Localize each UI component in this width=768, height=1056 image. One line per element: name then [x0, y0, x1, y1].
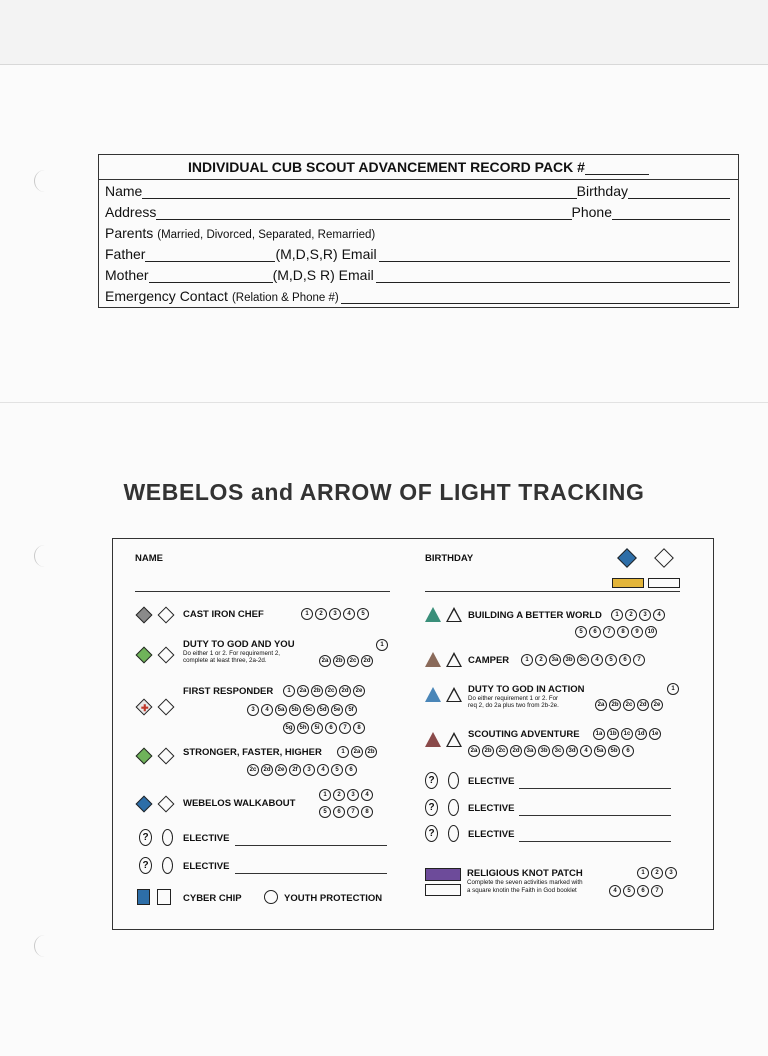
religious-knot-label: RELIGIOUS KNOT PATCH	[467, 868, 583, 879]
duty-to-god-note-1: Do either 1 or 2. For requirement 2,	[183, 650, 280, 657]
title-divider	[99, 179, 738, 180]
requirement-circle[interactable]: 2a	[297, 685, 309, 697]
mother-label: Mother	[105, 267, 149, 283]
requirement-circle[interactable]: 2d	[637, 699, 649, 711]
requirement-circle[interactable]: 2c	[347, 655, 359, 667]
elective-2-field[interactable]	[235, 873, 387, 874]
elective-2-checkbox[interactable]	[162, 857, 173, 874]
building-better-world-icon	[425, 607, 441, 622]
requirement-circle[interactable]: 2	[625, 609, 637, 621]
requirement-circle[interactable]: 2a	[595, 699, 607, 711]
name-row	[105, 183, 730, 199]
aol-badge-icon	[612, 578, 644, 588]
mother-email-field[interactable]	[376, 270, 730, 283]
requirement-circle[interactable]: 2d	[361, 655, 373, 667]
tracking-birthday-field[interactable]	[425, 591, 680, 592]
duty-to-god-icon	[136, 647, 153, 664]
requirement-circle[interactable]: 2e	[651, 699, 663, 711]
requirement-circle[interactable]: 1a	[593, 728, 605, 740]
requirement-circle[interactable]: 3b	[538, 745, 550, 757]
duty-in-action-req-1[interactable]: 1	[667, 683, 679, 695]
requirement-circle[interactable]: 2f	[289, 764, 301, 776]
requirement-circle[interactable]: 4	[361, 789, 373, 801]
first-responder-checkbox[interactable]	[158, 699, 175, 716]
requirement-circle[interactable]: 5g	[283, 722, 295, 734]
requirement-circle[interactable]: 2c	[325, 685, 337, 697]
requirement-circle[interactable]: 2b	[482, 745, 494, 757]
requirement-circle[interactable]: 3	[303, 764, 315, 776]
webelos-walkabout-checkbox[interactable]	[158, 796, 175, 813]
first-responder-reqs-row2	[247, 704, 359, 716]
elective-r1-label: ELECTIVE	[468, 776, 515, 787]
youth-protection-label: YOUTH PROTECTION	[284, 893, 383, 904]
elective-1-checkbox[interactable]	[162, 829, 173, 846]
requirement-circle[interactable]: 2c	[623, 699, 635, 711]
requirement-circle[interactable]: 2a	[468, 745, 480, 757]
birthday-label: Birthday	[576, 183, 628, 199]
emergency-row	[105, 288, 730, 304]
requirement-circle[interactable]: 1c	[621, 728, 633, 740]
duty-to-god-label: DUTY TO GOD AND YOU	[183, 639, 295, 650]
advancement-record-form	[98, 154, 739, 308]
requirement-circle[interactable]: 7	[603, 626, 615, 638]
requirement-circle[interactable]: 5	[357, 608, 369, 620]
camper-reqs	[521, 654, 647, 666]
elective-icon: ?	[425, 772, 438, 789]
requirement-circle[interactable]: 6	[345, 764, 357, 776]
elective-r1-checkbox[interactable]	[448, 772, 459, 789]
requirement-circle[interactable]: 1	[319, 789, 331, 801]
requirement-circle[interactable]: 5d	[317, 704, 329, 716]
requirement-circle[interactable]: 1	[637, 867, 649, 879]
requirement-circle[interactable]: 8	[617, 626, 629, 638]
requirement-circle[interactable]: 4	[580, 745, 592, 757]
scouting-adventure-checkbox-inner	[448, 735, 460, 746]
first-responder-cross-icon: ✚	[141, 703, 149, 713]
requirement-circle[interactable]: 3a	[549, 654, 561, 666]
requirement-circle[interactable]: 3d	[566, 745, 578, 757]
webelos-walkabout-label: WEBELOS WALKABOUT	[183, 798, 296, 809]
walkabout-reqs-row1	[319, 789, 375, 801]
requirement-circle[interactable]: 5b	[289, 704, 301, 716]
requirement-circle[interactable]: 2c	[496, 745, 508, 757]
address-label: Address	[105, 204, 157, 220]
mother-status-email-label: (M,D,S R) Email	[272, 267, 374, 283]
emergency-label: Emergency Contact	[105, 288, 228, 304]
religious-knot-reqs-row1	[637, 867, 679, 879]
requirement-circle[interactable]: 2d	[339, 685, 351, 697]
webelos-badge-checkbox[interactable]	[654, 548, 674, 568]
requirement-circle[interactable]: 6	[589, 626, 601, 638]
mother-row	[105, 267, 730, 283]
requirement-circle[interactable]: 10	[645, 626, 657, 638]
name-field[interactable]	[142, 186, 576, 199]
requirement-circle[interactable]: 5a	[275, 704, 287, 716]
mother-field[interactable]	[149, 270, 273, 283]
requirement-circle[interactable]: 8	[361, 806, 373, 818]
duty-to-god-reqs	[319, 655, 375, 667]
camper-label: CAMPER	[468, 655, 510, 666]
requirement-circle[interactable]: 5	[575, 626, 587, 638]
elective-r3-checkbox[interactable]	[448, 825, 459, 842]
requirement-circle[interactable]: 2e	[275, 764, 287, 776]
elective-r3-field[interactable]	[519, 841, 671, 842]
cyber-chip-label: CYBER CHIP	[183, 893, 242, 904]
requirement-circle[interactable]: 3c	[577, 654, 589, 666]
parents-note: (Married, Divorced, Separated, Remarried)	[157, 229, 376, 241]
requirement-circle[interactable]: 5h	[297, 722, 309, 734]
requirement-circle[interactable]: 8	[353, 722, 365, 734]
religious-knot-checkbox[interactable]	[425, 884, 461, 896]
requirement-circle[interactable]: 5	[319, 806, 331, 818]
webelos-walkabout-icon	[136, 796, 153, 813]
requirement-circle[interactable]: 1	[521, 654, 533, 666]
camper-checkbox-inner	[448, 655, 460, 666]
requirement-circle[interactable]: 5	[623, 885, 635, 897]
scouting-adventure-label: SCOUTING ADVENTURE	[468, 729, 580, 740]
requirement-circle[interactable]: 1	[337, 746, 349, 758]
requirement-circle[interactable]: 6	[619, 654, 631, 666]
requirement-circle[interactable]: 7	[651, 885, 663, 897]
building-reqs-row2	[575, 626, 659, 638]
elective-1-field[interactable]	[235, 845, 387, 846]
requirement-circle[interactable]: 2c	[247, 764, 259, 776]
requirement-circle[interactable]: 4	[343, 608, 355, 620]
tracking-name-label: NAME	[135, 553, 163, 564]
duty-in-action-note-1: Do either requirement 1 or 2. For	[468, 695, 559, 702]
requirement-circle[interactable]: 1e	[649, 728, 661, 740]
requirement-circle[interactable]: 2	[315, 608, 327, 620]
requirement-circle[interactable]: 2e	[353, 685, 365, 697]
binder-hole	[34, 935, 55, 957]
elective-icon: ?	[425, 799, 438, 816]
requirement-circle[interactable]: 5	[605, 654, 617, 666]
father-label: Father	[105, 246, 146, 262]
requirement-circle[interactable]: 5e	[331, 704, 343, 716]
elective-r2-label: ELECTIVE	[468, 803, 515, 814]
phone-label: Phone	[571, 204, 612, 220]
tracking-title: WEBELOS and ARROW OF LIGHT TRACKING	[123, 479, 645, 505]
pack-number-field[interactable]	[585, 162, 649, 175]
requirement-circle[interactable]: 3	[639, 609, 651, 621]
address-row	[105, 204, 730, 220]
requirement-circle[interactable]: 2d	[261, 764, 273, 776]
cast-iron-chef-icon	[136, 607, 153, 624]
requirement-circle[interactable]: 1	[611, 609, 623, 621]
requirement-circle[interactable]: 5f	[345, 704, 357, 716]
requirement-circle[interactable]: 9	[631, 626, 643, 638]
camper-icon	[425, 652, 441, 667]
building-better-world-label: BUILDING A BETTER WORLD	[468, 610, 602, 621]
first-responder-reqs-row1	[283, 685, 367, 697]
duty-to-god-note-2: complete at least three, 2a-2d.	[183, 657, 267, 664]
requirement-circle[interactable]: 3	[665, 867, 677, 879]
building-reqs-row1	[611, 609, 667, 621]
birthday-field[interactable]	[628, 186, 730, 199]
duty-in-action-note-2: req 2, do 2a plus two from 2b-2e.	[468, 702, 559, 709]
elective-r2-field[interactable]	[519, 815, 671, 816]
requirement-circle[interactable]: 2a	[351, 746, 363, 758]
cyber-chip-checkbox[interactable]	[157, 889, 171, 905]
father-status-email-label: (M,D,S,R) Email	[275, 246, 377, 262]
requirement-circle[interactable]: 7	[633, 654, 645, 666]
religious-knot-note-2: a square knotin the Faith in God booklet	[467, 887, 577, 894]
requirement-circle[interactable]: 6	[333, 806, 345, 818]
religious-knot-note-1: Complete the seven activities marked with	[467, 879, 583, 886]
building-better-world-checkbox-inner	[448, 610, 460, 621]
emergency-note: (Relation & Phone #)	[231, 292, 339, 304]
requirement-circle[interactable]: 2	[535, 654, 547, 666]
religious-knot-reqs-row2	[609, 885, 665, 897]
cast-iron-chef-label: CAST IRON CHEF	[183, 609, 264, 620]
requirement-circle[interactable]: 3a	[524, 745, 536, 757]
first-responder-label: FIRST RESPONDER	[183, 686, 274, 697]
requirement-circle[interactable]: 2a	[319, 655, 331, 667]
cyber-chip-icon	[137, 889, 150, 905]
religious-knot-icon	[425, 868, 461, 881]
requirement-circle[interactable]: 5i	[311, 722, 323, 734]
requirement-circle[interactable]: 4	[653, 609, 665, 621]
requirement-circle[interactable]: 4	[591, 654, 603, 666]
father-field[interactable]	[145, 249, 275, 262]
requirement-circle[interactable]: 3	[347, 789, 359, 801]
requirement-circle[interactable]: 6	[325, 722, 337, 734]
stronger-faster-higher-icon	[136, 748, 153, 765]
requirement-circle[interactable]: 2b	[333, 655, 345, 667]
address-field[interactable]	[156, 207, 571, 220]
elective-2-label: ELECTIVE	[183, 861, 230, 872]
duty-in-action-checkbox-inner	[448, 690, 460, 701]
father-row	[105, 246, 730, 262]
stronger-reqs-row2	[247, 764, 359, 776]
top-margin-band	[0, 0, 768, 64]
requirement-circle[interactable]: 5b	[608, 745, 620, 757]
requirement-circle[interactable]: 6	[622, 745, 634, 757]
requirement-circle[interactable]: 1d	[635, 728, 647, 740]
stronger-reqs-row1	[337, 746, 379, 758]
youth-protection-checkbox[interactable]	[264, 890, 278, 904]
phone-field[interactable]	[612, 207, 730, 220]
requirement-circle[interactable]: 4	[261, 704, 273, 716]
requirement-circle[interactable]: 2b	[311, 685, 323, 697]
webelos-badge-icon	[617, 548, 637, 568]
elective-icon: ?	[139, 829, 152, 846]
requirement-circle[interactable]: 7	[339, 722, 351, 734]
duty-in-action-reqs	[595, 699, 665, 711]
requirement-circle[interactable]: 2	[651, 867, 663, 879]
requirement-circle[interactable]: 5a	[594, 745, 606, 757]
parents-label: Parents	[105, 225, 154, 241]
duty-to-god-checkbox[interactable]	[158, 647, 175, 664]
record-title-text: INDIVIDUAL CUB SCOUT ADVANCEMENT RECORD PACK #	[188, 159, 585, 175]
elective-r1-field[interactable]	[519, 788, 671, 789]
aol-badge-checkbox[interactable]	[648, 578, 680, 588]
duty-in-action-icon	[425, 687, 441, 702]
requirement-circle[interactable]: 3b	[563, 654, 575, 666]
requirement-circle[interactable]: 2d	[510, 745, 522, 757]
elective-1-label: ELECTIVE	[183, 833, 230, 844]
requirement-circle[interactable]: 1b	[607, 728, 619, 740]
name-label: Name	[105, 183, 143, 199]
requirement-circle[interactable]: 1	[283, 685, 295, 697]
requirement-circle[interactable]: 4	[317, 764, 329, 776]
stronger-faster-higher-label: STRONGER, FASTER, HIGHER	[183, 747, 322, 758]
emergency-field[interactable]	[341, 291, 730, 304]
requirement-circle[interactable]: 3	[329, 608, 341, 620]
father-email-field[interactable]	[379, 249, 730, 262]
requirement-circle[interactable]: 3	[247, 704, 259, 716]
walkabout-reqs-row2	[319, 806, 375, 818]
requirement-circle[interactable]: 5c	[303, 704, 315, 716]
stronger-faster-higher-checkbox[interactable]	[158, 748, 175, 765]
elective-icon: ?	[425, 825, 438, 842]
cast-iron-chef-checkbox[interactable]	[158, 607, 175, 624]
scouting-adventure-reqs-row1	[593, 728, 663, 740]
requirement-circle[interactable]: 2b	[365, 746, 377, 758]
cast-iron-chef-reqs	[301, 608, 371, 620]
tracking-birthday-label: BIRTHDAY	[425, 553, 474, 564]
record-title	[99, 159, 738, 175]
requirement-circle[interactable]: 5	[331, 764, 343, 776]
tracking-name-field[interactable]	[135, 591, 390, 592]
page-edge	[0, 64, 768, 65]
binder-hole	[34, 545, 55, 567]
binder-hole	[34, 170, 55, 192]
first-responder-reqs-row3	[283, 722, 367, 734]
requirement-circle[interactable]: 2b	[609, 699, 621, 711]
requirement-circle[interactable]: 4	[609, 885, 621, 897]
parents-row	[105, 225, 730, 241]
tracking-sheet	[112, 538, 714, 930]
duty-to-god-req-1[interactable]: 1	[376, 639, 388, 651]
requirement-circle[interactable]: 6	[637, 885, 649, 897]
requirement-circle[interactable]: 2	[333, 789, 345, 801]
elective-icon: ?	[139, 857, 152, 874]
requirement-circle[interactable]: 7	[347, 806, 359, 818]
elective-r3-label: ELECTIVE	[468, 829, 515, 840]
duty-in-action-label: DUTY TO GOD IN ACTION	[468, 684, 585, 695]
requirement-circle[interactable]: 3c	[552, 745, 564, 757]
fold-line	[0, 402, 768, 403]
elective-r2-checkbox[interactable]	[448, 799, 459, 816]
scouting-adventure-icon	[425, 732, 441, 747]
scouting-adventure-reqs-row2	[468, 745, 636, 757]
requirement-circle[interactable]: 1	[301, 608, 313, 620]
